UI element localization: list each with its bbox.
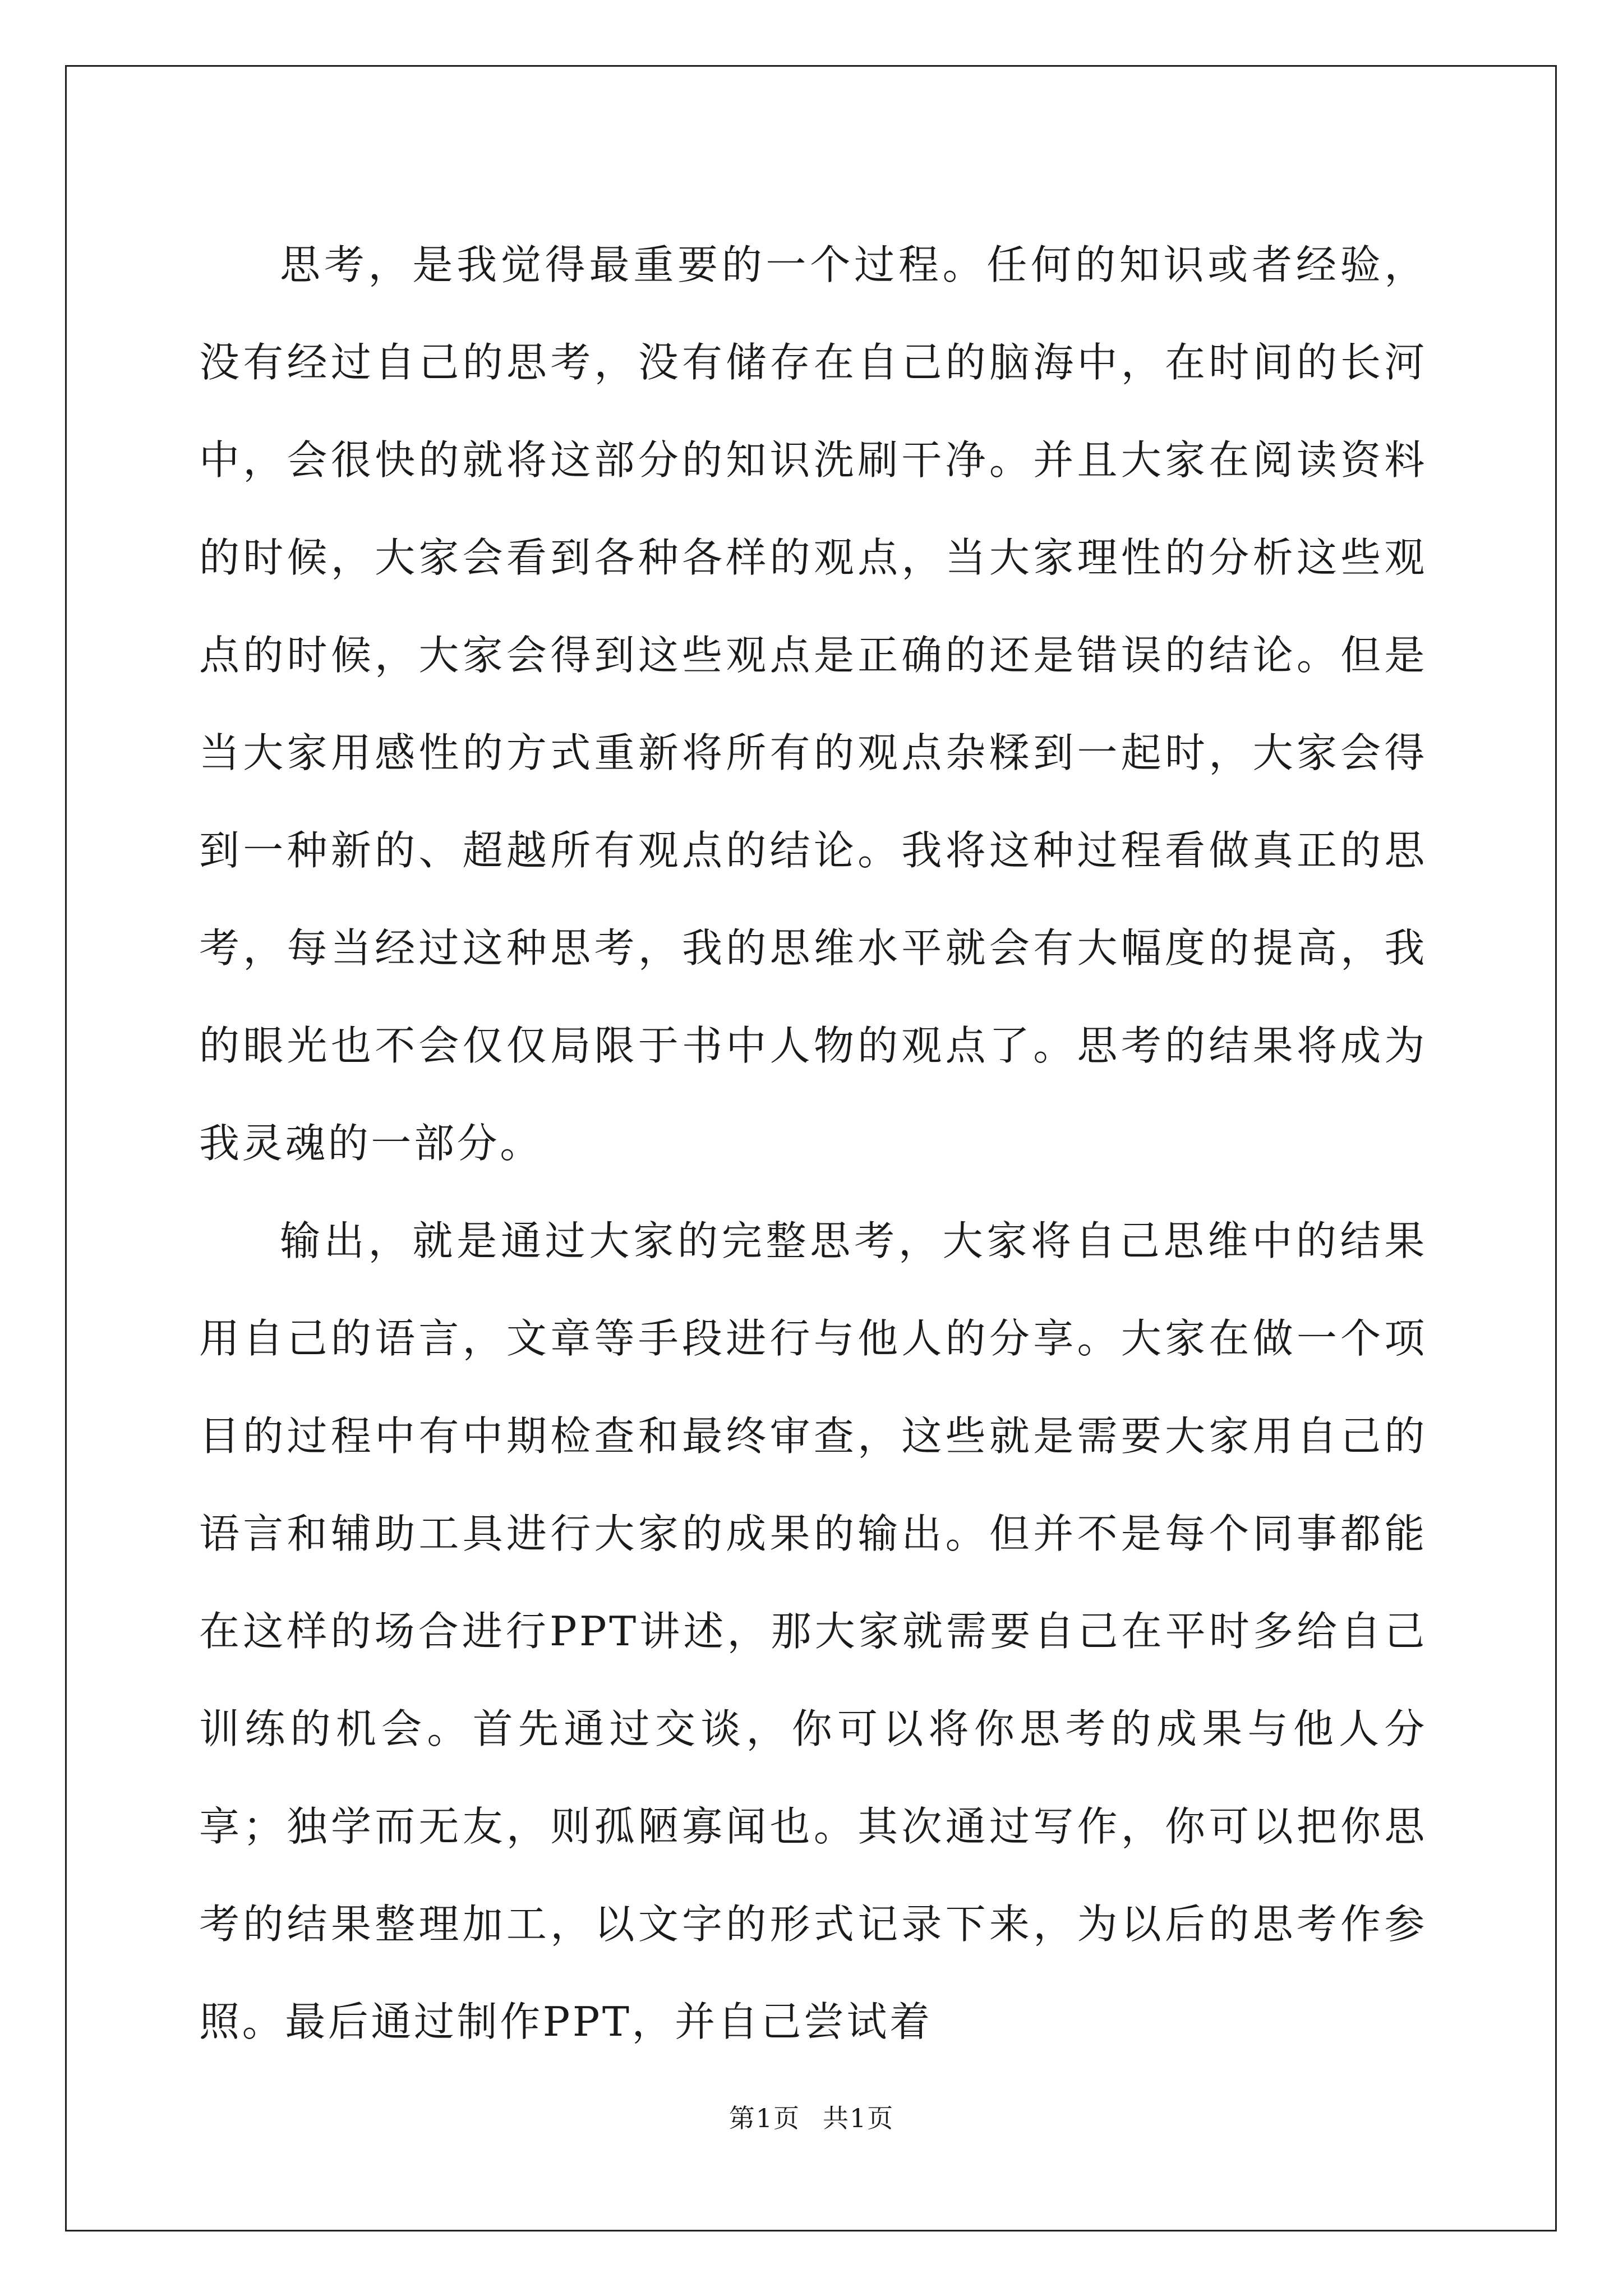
page-total: 共1页 <box>823 2103 895 2133</box>
paragraph-output: 输出，就是通过大家的完整思考，大家将自己思维中的结果用自己的语言，文章等手段进行与他人的分享。大家在做一个项目的过程中有中期检查和最终审查，这些就是需要大家用自己的语言和辅助工具进行大家的成果的输出。但并不是每个同事都能在这样的场合进行PPT讲述，那大家就需要自己在平时多给自己训练的机会。首先通过交谈，你可以将你思考的成果与他人分享；独学而无友，则孤陋寡闻也。其次通过写作，你可以把你思考的结果整理加工，以文字的形式记录下来，为以后的思考作参照。最后通过制作PPT，并自己尝试着 <box>199 1217 1427 2045</box>
paragraph-thinking: 思考，是我觉得最重要的一个过程。任何的知识或者经验，没有经过自己的思考，没有储存在自己的脑海中，在时间的长河中，会很快的就将这部分的知识洗刷干净。并且大家在阅读资料的时候，大家会看到各种各样的观点，当大家理性的分析这些观点的时候，大家会得到这些观点是正确的还是错误的结论。但是当大家用感性的方式重新将所有的观点杂糅到一起时，大家会得到一种新的、超越所有观点的结论。我将这种过程看做真正的思考，每当经过这种思考，我的思维水平就会有大幅度的提高，我的眼光也不会仅仅局限于书中人物的观点了。思考的结果将成为我灵魂的一部分。 <box>199 241 1427 1167</box>
page-footer <box>0 2098 1623 2135</box>
document-body <box>199 216 1427 2070</box>
page-number: 第1页 <box>728 2103 800 2133</box>
